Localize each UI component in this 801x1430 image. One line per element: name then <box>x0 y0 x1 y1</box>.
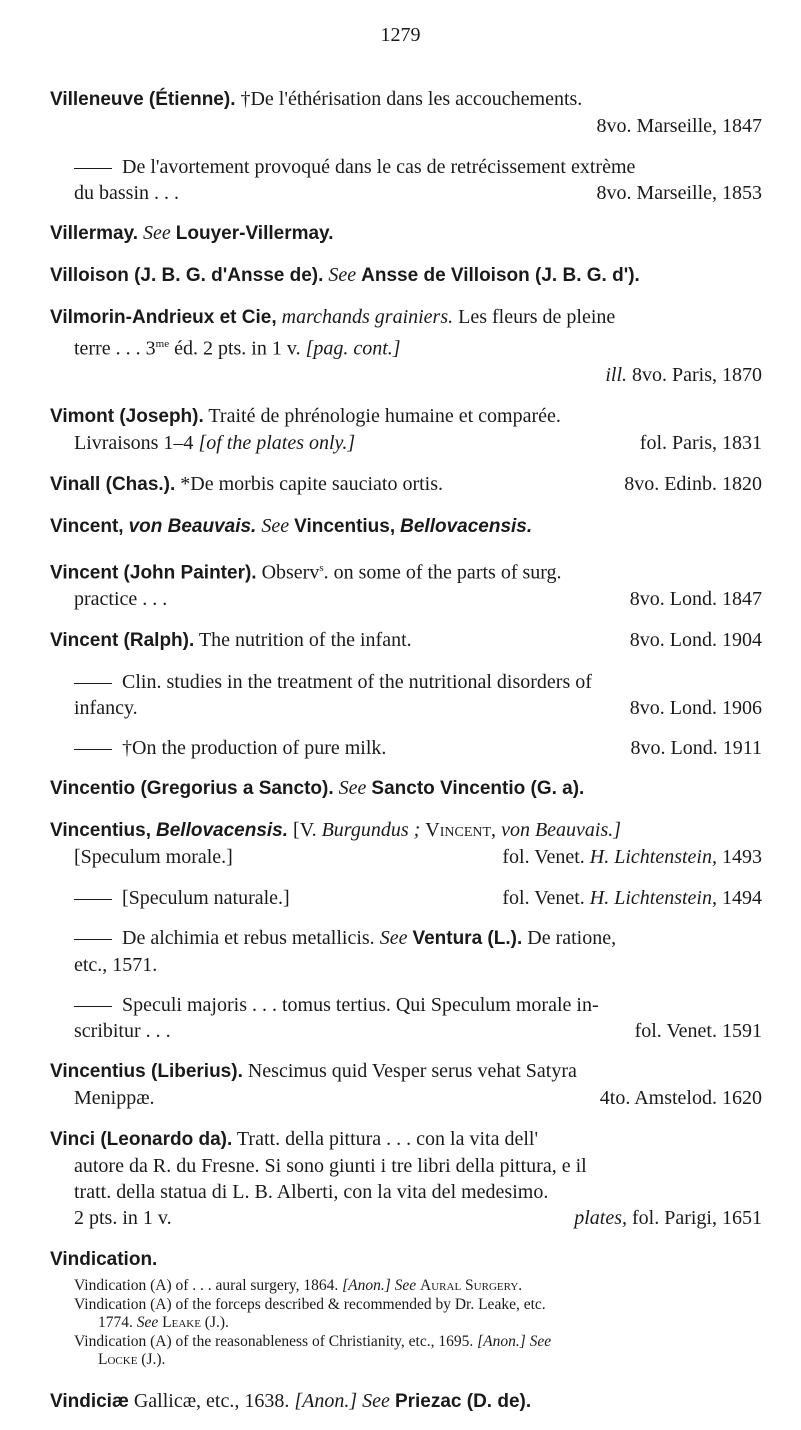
entry-title: Vindication (A) of . . . aural surgery, 1864. <box>74 1277 339 1295</box>
entry-year: 1494 <box>722 887 762 910</box>
entry-heading: Vincent (Ralph). <box>50 630 195 652</box>
entry-heading: Vincentio (Gregorius a Sancto). <box>50 778 334 800</box>
entry-heading: Vindiciæ <box>50 1390 129 1412</box>
subentry-vincent-ralph-2 <box>50 669 762 721</box>
entry-note: [Anon.] <box>294 1389 358 1412</box>
list-item <box>74 1296 762 1333</box>
superscript: s <box>319 561 324 574</box>
entry-villeneuve <box>50 86 762 139</box>
entry-title: Gallicæ, etc., 1638. <box>133 1389 290 1412</box>
entry-title: [Speculum morale.] <box>74 846 233 869</box>
subentry-vincentius-3 <box>50 925 762 978</box>
entry-note: [V. <box>293 819 317 842</box>
entry-title: †On the production of pure milk. <box>122 737 387 760</box>
entry-title: The nutrition of the infant. <box>198 629 412 652</box>
entry-imprint: fol. Venet. <box>502 887 585 910</box>
entry-title-cont: tratt. della statua di L. B. Alberti, con la vita del medesimo. <box>74 1181 549 1204</box>
entry-vinci <box>50 1126 762 1231</box>
cross-reference: Locke (J.). <box>98 1351 166 1369</box>
entry-edition: éd. 2 pts. in 1 v. <box>174 337 301 360</box>
entry-title: De l'avortement provoqué dans le cas de retrécissement extrème <box>122 156 636 178</box>
entries-list <box>50 86 762 1430</box>
entry-heading: Vinci (Leonardo da). <box>50 1129 233 1151</box>
entry-note: [Anon.] <box>477 1332 526 1350</box>
entry-heading-italic: Bellovacensis. <box>156 820 289 842</box>
see-label: See <box>529 1332 552 1350</box>
entry-imprint: 8vo. Paris, 1870 <box>632 363 762 386</box>
entry-title: Les fleurs de pleine <box>458 306 616 328</box>
cross-reference: Sancto Vincentio (G. a). <box>371 778 585 800</box>
subentry-vincent-ralph-3 <box>50 735 762 761</box>
entry-vincent-john <box>50 555 762 613</box>
page-number: 1279 <box>380 24 421 46</box>
see-label: See <box>143 222 171 244</box>
entry-imprint: 4to. Amstelod. 1620 <box>599 1087 762 1110</box>
entry-heading: Villermay. <box>50 223 139 244</box>
entry-imprint: fol. Venet. <box>502 846 585 869</box>
see-label: See <box>362 1389 390 1412</box>
entry-imprint: fol. Venet. 1591 <box>634 1020 762 1043</box>
entry-vincentio <box>50 775 762 802</box>
see-label: See <box>379 927 408 950</box>
entry-title-cont: autore da R. du Fresne. Si sono giunti i tre libri della pittura, e il <box>74 1155 587 1178</box>
entry-vincent-beauvais <box>50 513 762 540</box>
entry-title-cont: . on some of the parts of surg. <box>323 561 562 584</box>
entry-imprint: 8vo. Lond. 1847 <box>629 588 762 611</box>
vindication-sublist <box>50 1277 762 1370</box>
cross-reference: Aural Surgery. <box>420 1277 523 1295</box>
entry-title: *De morbis capite sauciato ortis. <box>180 472 444 495</box>
entry-heading: Vincentius, <box>50 820 152 842</box>
entry-title-cont: practice . . . <box>74 588 168 611</box>
entry-printer: H. Lichtenstein, <box>589 846 717 869</box>
entry-villermay <box>50 220 762 247</box>
entry-imprint: fol. Paris, 1831 <box>639 431 762 454</box>
entry-heading: Vimont (Joseph). <box>50 405 204 427</box>
ditto-dash <box>74 168 112 169</box>
cross-reference: Leake (J.). <box>162 1314 229 1332</box>
entry-note-smallcaps: Vincent, <box>425 819 497 842</box>
cross-reference: Ventura (L.). <box>412 928 523 950</box>
entry-description: marchands grainiers. <box>281 306 454 328</box>
entry-note-italic: Burgundus ; <box>321 819 421 842</box>
entry-vincent-ralph <box>50 627 762 654</box>
see-label: See <box>328 264 357 286</box>
entry-title: Observ <box>261 561 320 584</box>
entry-vindication <box>50 1246 762 1273</box>
entry-imprint: fol. Parigi, 1651 <box>632 1207 762 1230</box>
entry-villoison <box>50 262 762 289</box>
entry-heading: Villeneuve (Étienne). <box>50 89 236 110</box>
ditto-dash <box>74 749 112 750</box>
entry-title: Traité de phrénologie humaine et comparée. <box>208 404 561 427</box>
see-label: See <box>338 777 367 800</box>
entry-title: De alchimia et rebus metallicis. <box>122 927 375 950</box>
entry-vimont <box>50 403 762 456</box>
see-label: See <box>136 1314 159 1332</box>
entry-heading: Vincent (John Painter). <box>50 562 257 584</box>
entry-note: [of the plates only.] <box>198 431 356 454</box>
subentry-villeneuve-2 <box>50 154 762 206</box>
entry-title: Nescimus quid Vesper serus vehat Satyra <box>247 1060 577 1083</box>
cross-reference: Vincentius, <box>294 515 396 537</box>
entry-imprint: 8vo. Edinb. 1820 <box>624 472 762 495</box>
entry-illus: ill. <box>605 363 627 386</box>
entry-title-cont: 2 pts. in 1 v. <box>74 1207 172 1230</box>
entry-title: Clin. studies in the treatment of the nutritional disorders of <box>122 671 592 694</box>
entry-title: †De l'éthérisation dans les accouchements. <box>240 88 583 110</box>
entry-illus: plates, <box>574 1207 627 1230</box>
entry-title-cont: scribitur . . . <box>74 1020 171 1043</box>
see-label: See <box>261 514 290 537</box>
subentry-vincentius-4 <box>50 992 762 1044</box>
entry-note: [pag. cont.] <box>305 337 401 360</box>
entry-note-italic: von Beauvais.] <box>501 819 622 842</box>
entry-title-cont: De ratione, <box>527 927 617 950</box>
entry-title-cont: etc., 1571. <box>74 954 158 977</box>
entry-heading: Vinall (Chas.). <box>50 473 176 495</box>
entry-title-cont: terre . . . 3 <box>74 337 156 360</box>
entry-printer: H. Lichtenstein, <box>589 887 717 910</box>
ditto-dash <box>74 1006 112 1007</box>
entry-title-cont: du bassin . . . <box>74 182 179 204</box>
entry-title-cont: infancy. <box>74 697 138 720</box>
superscript: me <box>155 338 170 350</box>
entry-heading: Vilmorin-Andrieux et Cie, <box>50 307 277 328</box>
entry-note: [Anon.] <box>342 1277 391 1295</box>
entry-imprint: 8vo. Lond. 1904 <box>629 629 762 652</box>
entry-title: [Speculum naturale.] <box>122 887 290 910</box>
list-item <box>74 1277 762 1296</box>
subentry-vincentius-2 <box>50 885 762 911</box>
entry-vindiciae <box>50 1388 762 1415</box>
ditto-dash <box>74 683 112 684</box>
cross-reference: Ansse de Villoison (J. B. G. d'). <box>361 265 640 286</box>
entry-year: 1493 <box>722 846 762 869</box>
entry-title: Tratt. della pittura . . . con la vita dell' <box>236 1128 539 1151</box>
entry-heading-italic: von Beauvais. <box>128 515 257 537</box>
entry-title-cont: Menippæ. <box>74 1087 155 1110</box>
cross-reference: Louyer-Villermay. <box>175 223 334 244</box>
entry-vilmorin <box>50 304 762 388</box>
entry-imprint: 8vo. Lond. 1911 <box>630 737 762 760</box>
entry-imprint: 8vo. Marseille, 1853 <box>596 182 762 204</box>
entry-vincentius-bellovacensis <box>50 817 762 870</box>
ditto-dash <box>74 899 112 900</box>
entry-heading: Vindication. <box>50 1249 158 1271</box>
entry-vinall <box>50 471 762 498</box>
entry-year: 1774. <box>98 1314 133 1332</box>
ditto-dash <box>74 939 112 940</box>
entry-heading: Villoison (J. B. G. d'Ansse de). <box>50 265 324 286</box>
cross-reference-italic: Bellovacensis. <box>400 515 533 537</box>
see-label: See <box>394 1277 417 1295</box>
entry-heading: Vincentius (Liberius). <box>50 1061 243 1083</box>
entry-title: Speculi majoris . . . tomus tertius. Qui Speculum morale in- <box>122 994 599 1017</box>
entry-title: Vindication (A) of the reasonableness of Christianity, etc., 1695. <box>74 1332 474 1350</box>
entry-title: Vindication (A) of the forceps described & recommended by Dr. Leake, etc. <box>74 1295 546 1313</box>
entry-imprint: 8vo. Marseille, 1847 <box>596 115 762 137</box>
list-item <box>74 1333 762 1370</box>
entry-vincentius-liberius <box>50 1058 762 1111</box>
cross-reference: Priezac (D. de). <box>394 1390 532 1412</box>
entry-imprint: 8vo. Lond. 1906 <box>629 697 762 720</box>
entry-heading: Vincent, <box>50 515 124 537</box>
entry-title-cont: Livraisons 1–4 <box>74 431 194 454</box>
